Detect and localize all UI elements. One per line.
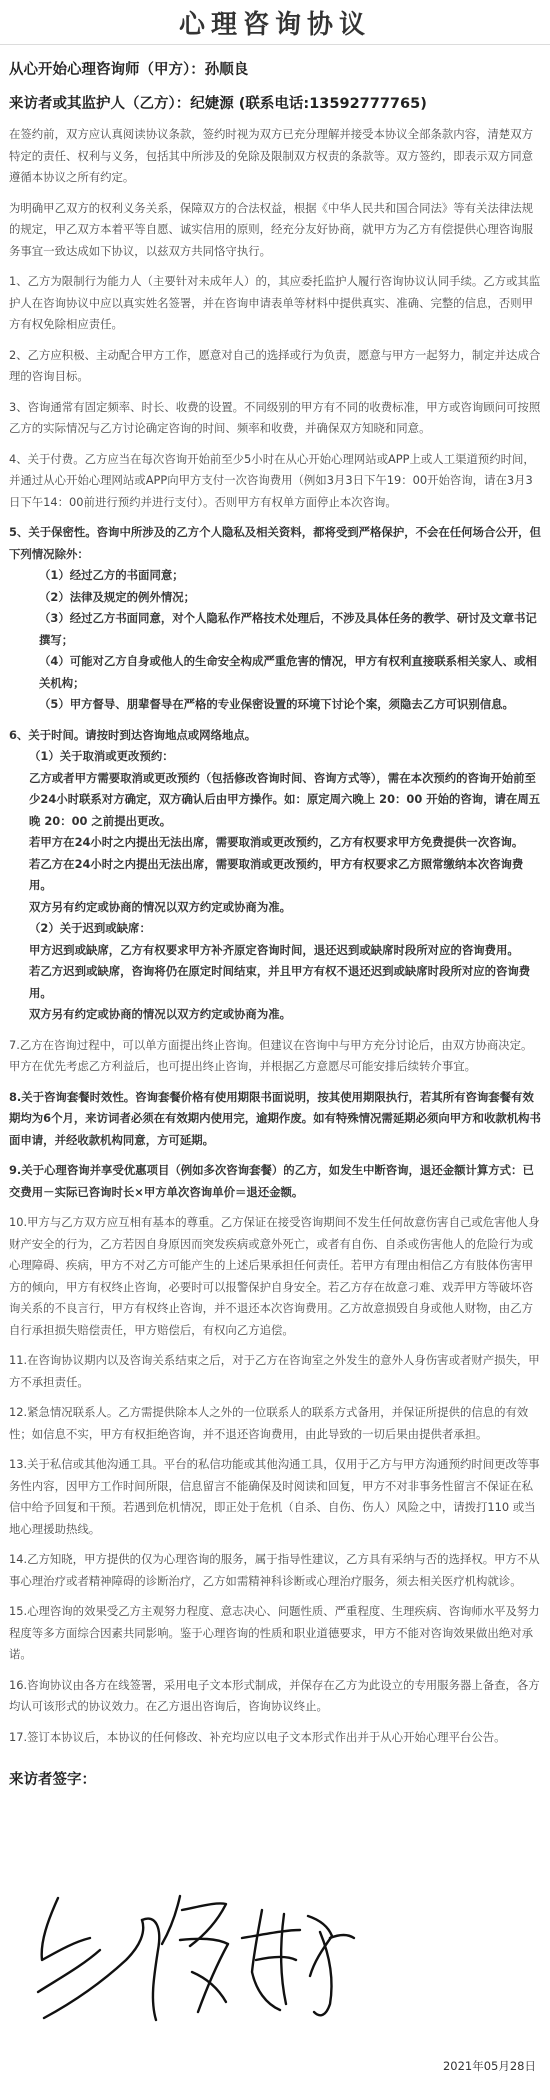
agreement-paragraph: （2）关于迟到或缺席： (29, 921, 151, 935)
agreement-paragraph: 1、乙方为限制行为能力人（主要针对未成年人）的，其应委托监护人履行咨询协议认同手续。乙方或其监护人在咨询协议中应以真实姓名签署，并在咨询申请表单等材料中提供真实、准确、完整的信息，否则甲方有权免除相应责任。 (9, 274, 541, 331)
agreement-paragraph: 2、乙方应积极、主动配合甲方工作，愿意对自己的选择或行为负责，愿意与甲方一起努力，制定并达成合理的咨询目标。 (9, 347, 541, 383)
agreement-paragraph: 8.关于咨询套餐时效性。咨询套餐价格有使用期限书面说明，按其使用期限执行，若其所有咨询套餐有效期均为6个月，来访词者必须在有效期内使用完，逾期作废。如有特殊情况需延期必须向甲方和收款机构书面申请，并经收款机构同意，方可延期。 (9, 1089, 541, 1147)
agreement-paragraph: 14.乙方知晓，甲方提供的仅为心理咨询的服务，属于指导性建议，乙方具有采纳与否的选择权。甲方不从事心理治疗或者精神障碍的诊断治疗，乙方如需精神科诊断或心理治疗服务，须去相关医疗机构就诊。 (9, 1552, 540, 1588)
agreement-paragraph: 5、关于保密性。咨询中所涉及的乙方个人隐私及相关资料，都将受到严格保护，不会在任何场合公开，但下列情况除外： (9, 525, 541, 561)
agreement-paragraph: 15.心理咨询的效果受乙方主观努力程度、意志决心、问题性质、严重程度、生理疾病、咨询师水平及努力程度等多方面综合因素共同影响。鉴于心理咨询的性质和职业道德要求，甲方不能对咨询效果做出绝对承诺。 (9, 1604, 540, 1661)
party-b-line: 来访者或其监护人（乙方）：纪婕源 (联系电话:13592777765) (9, 96, 427, 112)
agreement-paragraph: 若甲方在24小时之内提出无法出席，需要取消或更改预约，乙方有权要求甲方免费提供一次咨询。 (29, 835, 524, 849)
agreement-paragraph: 双方另有约定或协商的情况以双方约定或协商为准。 (29, 899, 291, 914)
agreement-paragraph: （1）经过乙方的书面同意； (39, 568, 184, 582)
signing-date: 2021年05月28日 (442, 2059, 536, 2073)
agreement-paragraph: 3、咨询通常有固定频率、时长、收费的设置。不同级别的甲方有不同的收费标准，甲方或咨询顾问可按照乙方的实际情况与乙方讨论确定咨询的时间、频率和收费，并确保双方知晓和同意。 (9, 399, 541, 435)
agreement-paragraph: 在签约前，双方应认真阅读协议条款，签约时视为双方已充分理解并接受本协议全部条款内容，清楚双方特定的责任、权利与义务，包括其中所涉及的免除及限制双方权责的条款等。双方签约，即表示双方同意遵循本协议之所有约定。 (9, 127, 533, 184)
agreement-paragraph: 11.在咨询协议期内以及咨询关系结束之后，对于乙方在咨询室之外发生的意外人身伤害或者财产损失，甲方不承担责任。 (9, 1353, 540, 1389)
agreement-paragraph: 6、关于时间。请按时到达咨询地点或网络地点。 (9, 727, 257, 742)
agreement-paragraph: 甲方迟到或缺席，乙方有权要求甲方补齐原定咨询时间，退还迟到或缺席时段所对应的咨询费用。 (29, 942, 519, 957)
agreement-paragraph: 7.乙方在咨询过程中，可以单方面提出终止咨询。但建议在咨询中与甲方充分讨论后，由双方协商决定。甲方在优先考虑乙方利益后，也可提出终止咨询，并根据乙方意愿尽可能安排后续转介事宜。 (9, 1037, 533, 1073)
agreement-paragraph: 为明确甲乙双方的权利义务关系，保障双方的合法权益，根据《中华人民共和国合同法》等有关法律法规的规定，甲乙双方本着平等自愿、诚实信用的原则，经充分友好协商，就甲方为乙方有偿提供心理咨询服务事宜一致达成如下协议，以兹双方共同恪守执行。 (9, 200, 533, 258)
agreement-paragraph: 17.签订本协议后，本协议的任何修改、补充均应以电子文本形式作出并于从心开始心理平台公告。 (9, 1729, 506, 1744)
agreement-paragraph: 13.关于私信或其他沟通工具。平台的私信功能或其他沟通工具，仅用于乙方与甲方沟通预约时间更改等事务性内容，因甲方工作时间所限，信息留言不能确保及时阅读和回复，甲方不对非事务性留言不保证在私信中给予回复和干预。若遇到危机情况，即正处于危机（自杀、自伤、伤人）风险之中，请拨打110 或当地心理援助热线。 (9, 1457, 540, 1536)
agreement-body (9, 124, 541, 1748)
agreement-paragraph: （2）法律及规定的例外情况； (39, 589, 196, 604)
agreement-paragraph: （1）关于取消或更改预约： (29, 749, 174, 763)
agreement-paragraph: 双方另有约定或协商的情况以双方约定或协商为准。 (29, 1007, 291, 1021)
agreement-paragraph: 9.关于心理咨询并享受优惠项目（例如多次咨询套餐）的乙方，如发生中断咨询，退还金额计算方式：已交费用－实际已咨询时长×甲方单次咨询单价＝退还金额。 (9, 1163, 534, 1199)
agreement-paragraph: （3）经过乙方书面同意，对个人隐私作严格技术处理后，不涉及具体任务的教学、研讨及文章书记撰写； (39, 611, 537, 647)
signature-drawing (30, 1880, 360, 2030)
agreement-paragraph: （4）可能对乙方自身或他人的生命安全构成严重危害的情况，甲方有权利直接联系相关家人、或相关机构； (39, 654, 537, 690)
handwritten-signature (30, 1880, 360, 2034)
agreement-paragraph: 若乙方在24小时之内提出无法出席，需要取消或更改预约，甲方有权要求乙方照常缴纳本次咨询费用。 (29, 856, 524, 892)
agreement-paragraph: 16.咨询协议由各方在线签署，采用电子文本形式制成，并保存在乙方为此设立的专用服务器上备查，各方均认可该形式的协议效力。在乙方退出咨询后，咨询协议终止。 (9, 1677, 540, 1713)
agreement-paragraph: 12.紧急情况联系人。乙方需提供除本人之外的一位联系人的联系方式备用，并保证所提供的信息的有效性；如信息不实，甲方有权拒绝咨询，并不退还咨询费用，由此导致的一切后果由提供者承担。 (9, 1405, 529, 1441)
agreement-paragraph: 10.甲方与乙方双方应互相有基本的尊重。乙方保证在接受咨询期间不发生任何故意伤害自己或危害他人身财产安全的行为，乙方若因自身原因而突发疾病或意外死亡，或者有自伤、自杀或伤害他人的危险行为或心理障碍、疾病，甲方不对乙方可能产生的上述后果承担任何责任。若甲方有理由相信乙方有肢体伤害甲方的倾向，甲方有权终止咨询，必要时可以报警保护自身安全。若乙方存在故意刁难、戏弄甲方等破坏咨询关系的不良言行，甲方有权终止咨询，并不退还本次咨询费用。乙方故意损毁自身或他人财物，由乙方自行承担损失赔偿责任，甲方赔偿后，有权向乙方追偿。 (9, 1215, 540, 1337)
title-divider (0, 44, 550, 45)
party-a-line: 从心开始心理咨询师（甲方）：孙顺良 (9, 62, 249, 78)
agreement-paragraph: 4、关于付费。乙方应当在每次咨询开始前至少5小时在从心开始心理网站或APP上或人工渠道预约时间，并通过从心开始心理网站或APP向甲方支付一次咨询费用（例如3月3日下午19：00开始咨询，请在3月3日下午14：00前进行预约并进行支付）。否则甲方有权单方面停止本次咨询。 (9, 451, 535, 509)
agreement-paragraph: 乙方或者甲方需要取消或更改预约（包括修改咨询时间、咨询方式等），需在本次预约的咨询开始前至少24小时联系对方确定，双方确认后由甲方操作。如：原定周六晚上 20：00 开始的咨询，请在周五晚 20：00 之前提出更改。 (29, 770, 541, 828)
page-title: 心理咨询协议 (178, 10, 371, 40)
agreement-paragraph: 若乙方迟到或缺席，咨询将仍在原定时间结束，并且甲方有权不退还迟到或缺席时段所对应的咨询费用。 (29, 964, 531, 1000)
visitor-signature-label: 来访者签字： (9, 1772, 96, 1788)
agreement-paragraph: （5）甲方督导、朋辈督导在严格的专业保密设置的环境下讨论个案，须隐去乙方可识别信息。 (39, 697, 514, 711)
